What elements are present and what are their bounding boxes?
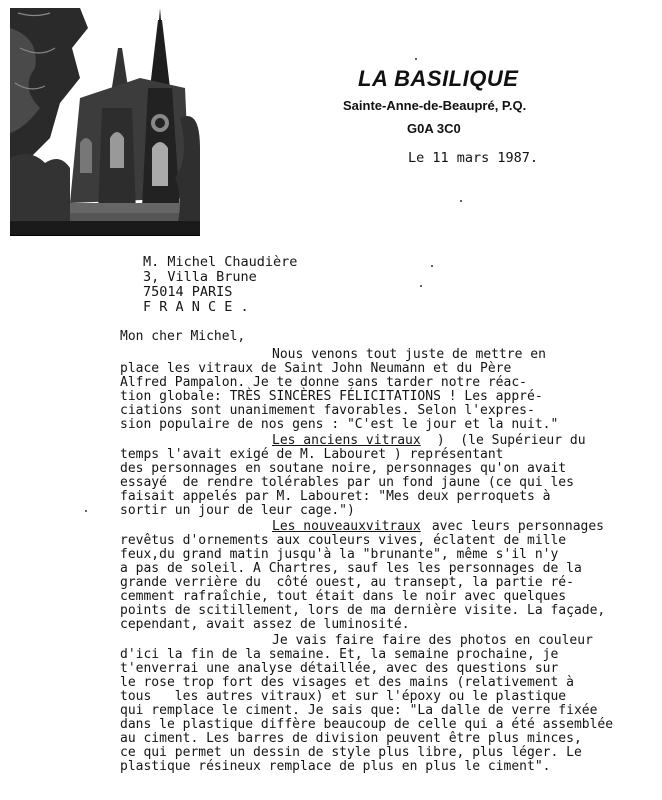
scan-speck xyxy=(431,265,433,267)
body-line: Je vais faire faire des photos en couleur xyxy=(272,633,593,648)
scan-speck xyxy=(460,200,462,202)
letter-date: Le 11 mars 1987. xyxy=(408,150,539,166)
scan-speck xyxy=(85,510,87,512)
body-line: au ciment. Les barres de division peuvent être plus minces, xyxy=(120,731,582,746)
recipient-city: 75014 PARIS xyxy=(143,284,233,300)
body-line: dans le plastique diffère beaucoup de celle qui a été assemblée xyxy=(120,717,614,732)
scan-speck xyxy=(420,285,422,287)
body-line: le rose trop fort des visages et des mains (relativement à xyxy=(120,675,574,690)
body-line: t'enverrai une analyse détaillée, avec des questions sur xyxy=(120,661,559,676)
recipient-street: 3, Villa Brune xyxy=(143,269,257,285)
scan-speck xyxy=(415,58,417,60)
body-line: avec leurs personnages xyxy=(424,519,605,534)
body-line: cemment rafraîchie, tout était dans le noir avec quelques xyxy=(120,589,567,604)
body-line: points de scitillement, lors de ma dernière visite. La façade, xyxy=(120,603,606,618)
body-line: essayé de rendre tolérables par un fond jaune (ce qui les xyxy=(120,475,574,490)
body-line: Alfred Pampalon. Je te donne sans tarder notre réac- xyxy=(120,375,527,390)
body-line: place les vitraux de Saint John Neumann et du Père xyxy=(120,361,512,376)
body-line: qui remplace le ciment. Je sais que: "La dalle de verre fixée xyxy=(120,703,598,718)
paragraph-heading: Les nouveauxvitraux xyxy=(272,519,421,534)
body-line: des personnages en soutane noire, personnages qu'on avait xyxy=(120,461,567,476)
recipient-name: M. Michel Chaudière xyxy=(143,254,298,270)
body-line: plastique résineux remplace de plus en plus le ciment". xyxy=(120,759,551,774)
body-line: tous les autres vitraux) et sur l'époxy ou le plastique xyxy=(120,689,567,704)
letterhead-postal-code: G0A 3C0 xyxy=(407,121,461,136)
salutation: Mon cher Michel, xyxy=(120,329,246,344)
recipient-country: F R A N C E . xyxy=(143,299,249,315)
body-line: revêtus d'ornements aux couleurs vives, éclatent de mille xyxy=(120,533,567,548)
body-line: ) (le Supérieur du xyxy=(429,433,586,448)
body-line: temps l'avait exigé de M. Labouret ) représentant xyxy=(120,447,504,462)
body-line: d'ici la fin de la semaine. Et, la semaine prochaine, je xyxy=(120,647,559,662)
body-line: sion populaire de nos gens : "C'est le jour et la nuit." xyxy=(120,417,559,432)
letterhead-title: LA BASILIQUE xyxy=(358,66,519,91)
body-line: ce qui permet un dessin de style plus libre, plus léger. Le xyxy=(120,745,582,760)
body-line: a pas de soleil. A Chartres, sauf les les personnages de la xyxy=(120,561,582,576)
body-line: sortir un jour de leur cage.") xyxy=(120,503,355,518)
body-line: grande verrière du côté ouest, au transept, la partie ré- xyxy=(120,575,574,590)
body-line: tion globale: TRÈS SINCÈRES FÉLICITATIONS ! Les appré- xyxy=(120,389,543,404)
letterhead-address: Sainte-Anne-de-Beaupré, P.Q. xyxy=(343,98,527,113)
body-line: Nous venons tout juste de mettre en xyxy=(272,347,546,362)
body-line: cependant, avait assez de luminosité. xyxy=(120,617,410,632)
basilica-photo xyxy=(10,8,200,236)
body-line: ciations sont unanimement favorables. Selon l'expres- xyxy=(120,403,535,418)
paragraph-heading: Les anciens vitraux xyxy=(272,433,421,448)
body-line: faisait appelés par M. Labouret: "Mes deux perroquets à xyxy=(120,489,551,504)
body-line: feux,du grand matin jusqu'à la "brunante", même s'il n'y xyxy=(120,547,559,562)
